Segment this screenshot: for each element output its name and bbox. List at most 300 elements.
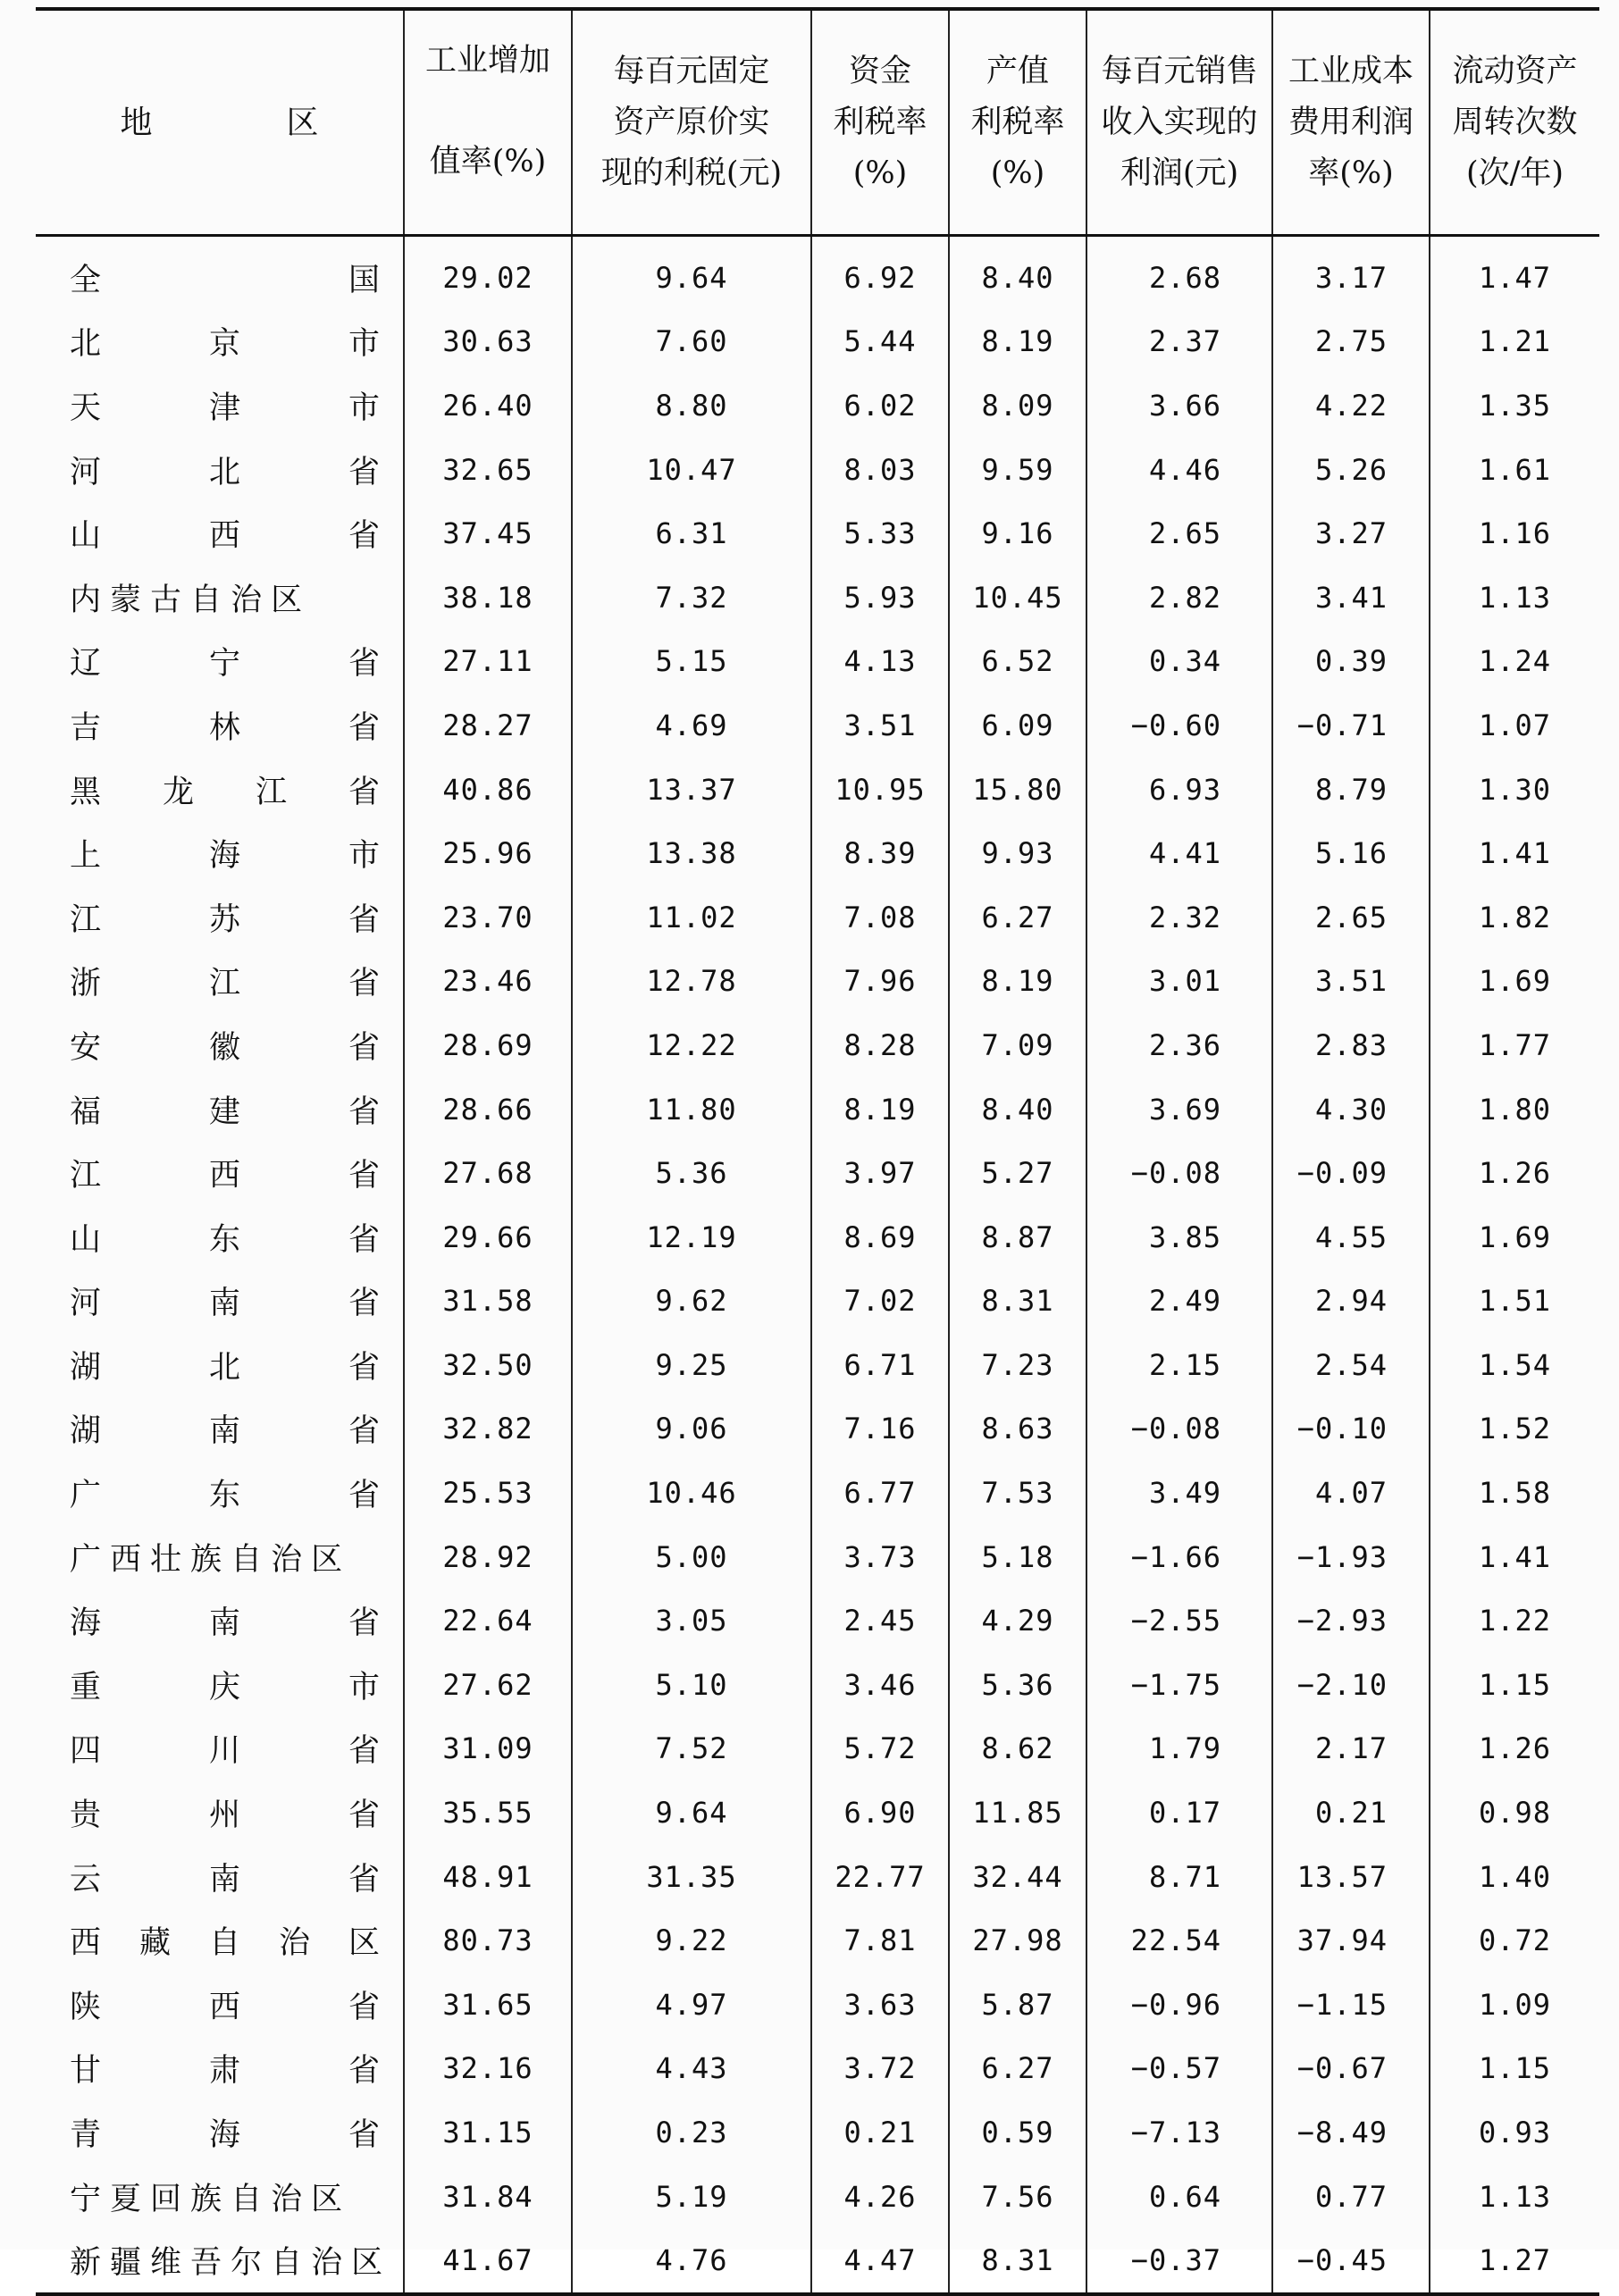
region-name: 云 南 省: [70, 1861, 380, 1898]
table-row: [36, 501, 1599, 566]
value-cell: 4.30: [1272, 1077, 1430, 1142]
value-cell: 8.79: [1272, 758, 1430, 822]
region-name: 河 北 省: [70, 454, 380, 490]
region-name: 江 西 省: [70, 1158, 380, 1194]
table-row: [36, 566, 1599, 630]
value-cell: 4.69: [572, 693, 811, 758]
value-cell: 10.47: [572, 438, 811, 502]
region-name: 重 庆 市: [70, 1669, 380, 1705]
value-cell: 11.02: [572, 885, 811, 950]
value-cell: 31.35: [572, 1845, 811, 1909]
value-cell: 4.22: [1272, 373, 1430, 438]
region-cell: [36, 1461, 404, 1525]
region-name: 天 津 市: [70, 390, 380, 426]
value-cell: 1.69: [1430, 950, 1599, 1014]
region-name: 黑 龙 江 省: [70, 774, 380, 810]
column-header-line: 产值: [986, 53, 1049, 89]
value-cell: 0.17: [1086, 1781, 1272, 1845]
value-cell: −0.71: [1272, 693, 1430, 758]
value-cell: 3.41: [1272, 566, 1430, 630]
table-row: [36, 1270, 1599, 1334]
value-cell: 2.54: [1272, 1333, 1430, 1397]
value-cell: 40.86: [404, 758, 572, 822]
value-cell: 9.93: [949, 821, 1086, 885]
value-cell: 5.16: [1272, 821, 1430, 885]
value-cell: 7.81: [811, 1908, 949, 1973]
column-header-line: 每百元固定: [613, 53, 770, 89]
table-row: [36, 1717, 1599, 1781]
value-cell: 28.92: [404, 1525, 572, 1589]
value-cell: 6.31: [572, 501, 811, 566]
value-cell: 32.65: [404, 438, 572, 502]
value-cell: 0.34: [1086, 630, 1272, 694]
table-row: [36, 2228, 1599, 2294]
value-cell: −0.57: [1086, 2037, 1272, 2101]
value-cell: 8.31: [949, 2228, 1086, 2294]
column-header-line: 利税率: [833, 104, 927, 140]
column-header-4: [949, 9, 1086, 236]
value-cell: 8.19: [949, 950, 1086, 1014]
value-cell: 1.80: [1430, 1077, 1599, 1142]
value-cell: 2.45: [811, 1588, 949, 1653]
value-cell: 3.66: [1086, 373, 1272, 438]
value-cell: 2.68: [1086, 236, 1272, 310]
value-cell: 22.77: [811, 1845, 949, 1909]
region-cell: [36, 1397, 404, 1462]
value-cell: 4.97: [572, 1973, 811, 2037]
column-header-line: 周转次数: [1452, 104, 1578, 140]
region-cell: [36, 501, 404, 566]
region-cell: [36, 630, 404, 694]
value-cell: 12.78: [572, 950, 811, 1014]
region-cell: [36, 1077, 404, 1142]
region-name: 新 疆 维 吾 尔 自 治 区: [70, 2245, 392, 2282]
table-row: [36, 310, 1599, 374]
value-cell: 5.10: [572, 1653, 811, 1717]
column-header-line: 率(%): [1308, 155, 1394, 191]
value-cell: 7.02: [811, 1270, 949, 1334]
value-cell: 8.71: [1086, 1845, 1272, 1909]
region-cell: [36, 236, 404, 310]
region-cell: [36, 950, 404, 1014]
region-name: 浙 江 省: [70, 966, 380, 1002]
value-cell: 22.54: [1086, 1908, 1272, 1973]
value-cell: 1.54: [1430, 1333, 1599, 1397]
table-row: [36, 758, 1599, 822]
value-cell: 31.58: [404, 1270, 572, 1334]
value-cell: 1.41: [1430, 821, 1599, 885]
value-cell: −8.49: [1272, 2100, 1430, 2165]
table-row: [36, 1653, 1599, 1717]
table-row: [36, 1333, 1599, 1397]
column-header-line: (%): [852, 155, 908, 191]
value-cell: 3.51: [811, 693, 949, 758]
value-cell: −2.93: [1272, 1588, 1430, 1653]
value-cell: 30.63: [404, 310, 572, 374]
value-cell: 0.64: [1086, 2165, 1272, 2229]
table-row: [36, 630, 1599, 694]
value-cell: 1.21: [1430, 310, 1599, 374]
value-cell: 41.67: [404, 2228, 572, 2294]
region-name: 上 海 市: [70, 838, 380, 875]
value-cell: 5.27: [949, 1141, 1086, 1205]
region-name: 宁 夏 回 族 自 治 区: [70, 2181, 352, 2217]
value-cell: 35.55: [404, 1781, 572, 1845]
value-cell: 3.63: [811, 1973, 949, 2037]
value-cell: 1.58: [1430, 1461, 1599, 1525]
value-cell: −0.10: [1272, 1397, 1430, 1462]
value-cell: 31.65: [404, 1973, 572, 2037]
value-cell: 4.46: [1086, 438, 1272, 502]
value-cell: 1.13: [1430, 2165, 1599, 2229]
value-cell: −1.15: [1272, 1973, 1430, 2037]
value-cell: 38.18: [404, 566, 572, 630]
value-cell: 7.60: [572, 310, 811, 374]
column-header-7: [1430, 9, 1599, 236]
value-cell: 6.02: [811, 373, 949, 438]
value-cell: 22.64: [404, 1588, 572, 1653]
value-cell: 7.96: [811, 950, 949, 1014]
value-cell: 6.93: [1086, 758, 1272, 822]
value-cell: 1.15: [1430, 2037, 1599, 2101]
value-cell: 3.72: [811, 2037, 949, 2101]
value-cell: 1.26: [1430, 1717, 1599, 1781]
region-cell: [36, 2165, 404, 2229]
value-cell: 8.80: [572, 373, 811, 438]
value-cell: 23.46: [404, 950, 572, 1014]
region-name: 北 京 市: [70, 326, 380, 363]
region-header-char: 地: [120, 104, 153, 141]
table-row: [36, 1973, 1599, 2037]
value-cell: 12.22: [572, 1013, 811, 1077]
value-cell: 7.09: [949, 1013, 1086, 1077]
value-cell: 27.68: [404, 1141, 572, 1205]
value-cell: 0.21: [811, 2100, 949, 2165]
value-cell: 5.93: [811, 566, 949, 630]
value-cell: 37.94: [1272, 1908, 1430, 1973]
value-cell: 10.95: [811, 758, 949, 822]
table-row: [36, 2165, 1599, 2229]
value-cell: 9.62: [572, 1270, 811, 1334]
value-cell: 6.71: [811, 1333, 949, 1397]
table-row: [36, 1525, 1599, 1589]
value-cell: 0.93: [1430, 2100, 1599, 2165]
value-cell: 5.15: [572, 630, 811, 694]
value-cell: 27.98: [949, 1908, 1086, 1973]
column-header-line: 资产原价实: [613, 104, 770, 140]
table-row: [36, 236, 1599, 310]
table-header: [36, 9, 1599, 236]
value-cell: 3.17: [1272, 236, 1430, 310]
region-name: 青 海 省: [70, 2117, 380, 2154]
region-name: 福 建 省: [70, 1094, 380, 1130]
value-cell: 3.46: [811, 1653, 949, 1717]
region-cell: [36, 1270, 404, 1334]
table-row: [36, 693, 1599, 758]
value-cell: 1.77: [1430, 1013, 1599, 1077]
value-cell: 2.17: [1272, 1717, 1430, 1781]
value-cell: 6.52: [949, 630, 1086, 694]
value-cell: 9.22: [572, 1908, 811, 1973]
table-row: [36, 1141, 1599, 1205]
value-cell: 2.65: [1086, 501, 1272, 566]
value-cell: 3.73: [811, 1525, 949, 1589]
value-cell: 6.09: [949, 693, 1086, 758]
value-cell: 32.50: [404, 1333, 572, 1397]
region-name: 湖 南 省: [70, 1413, 380, 1450]
value-cell: 12.19: [572, 1205, 811, 1270]
table-row: [36, 2037, 1599, 2101]
column-header-6: [1272, 9, 1430, 236]
column-header-line: 工业增加: [424, 43, 550, 79]
value-cell: 1.26: [1430, 1141, 1599, 1205]
table-row: [36, 1588, 1599, 1653]
value-cell: −1.75: [1086, 1653, 1272, 1717]
value-cell: −0.45: [1272, 2228, 1430, 2294]
region-cell: [36, 1333, 404, 1397]
value-cell: 8.31: [949, 1270, 1086, 1334]
value-cell: 27.62: [404, 1653, 572, 1717]
region-cell: [36, 821, 404, 885]
value-cell: 1.51: [1430, 1270, 1599, 1334]
region-name: 四 川 省: [70, 1733, 380, 1770]
value-cell: 1.22: [1430, 1588, 1599, 1653]
table-body: [36, 236, 1599, 2295]
value-cell: 11.80: [572, 1077, 811, 1142]
region-cell: [36, 2100, 404, 2165]
column-header-line: 资金: [848, 53, 911, 89]
value-cell: −7.13: [1086, 2100, 1272, 2165]
value-cell: 25.96: [404, 821, 572, 885]
value-cell: 1.79: [1086, 1717, 1272, 1781]
region-name: 安 徽 省: [70, 1029, 380, 1066]
table-row: [36, 950, 1599, 1014]
column-header-2: [572, 9, 811, 236]
value-cell: −0.67: [1272, 2037, 1430, 2101]
column-header-line: 工业成本: [1288, 53, 1413, 89]
value-cell: 29.66: [404, 1205, 572, 1270]
value-cell: 8.40: [949, 236, 1086, 310]
value-cell: 4.41: [1086, 821, 1272, 885]
value-cell: 7.32: [572, 566, 811, 630]
region-name: 陕 西 省: [70, 1989, 380, 2025]
value-cell: 1.47: [1430, 236, 1599, 310]
table-row: [36, 1077, 1599, 1142]
value-cell: 6.27: [949, 885, 1086, 950]
table-row: [36, 1013, 1599, 1077]
region-cell: [36, 693, 404, 758]
value-cell: 7.56: [949, 2165, 1086, 2229]
value-cell: 27.11: [404, 630, 572, 694]
value-cell: 4.07: [1272, 1461, 1430, 1525]
value-cell: 9.06: [572, 1397, 811, 1462]
value-cell: 2.94: [1272, 1270, 1430, 1334]
region-name: 山 西 省: [70, 518, 380, 555]
table-row: [36, 2100, 1599, 2165]
table-row: [36, 1781, 1599, 1845]
value-cell: 3.85: [1086, 1205, 1272, 1270]
value-cell: 5.33: [811, 501, 949, 566]
value-cell: 1.30: [1430, 758, 1599, 822]
region-cell: [36, 1845, 404, 1909]
value-cell: 0.72: [1430, 1908, 1599, 1973]
value-cell: 1.15: [1430, 1653, 1599, 1717]
value-cell: 1.52: [1430, 1397, 1599, 1462]
region-cell: [36, 1781, 404, 1845]
value-cell: 4.55: [1272, 1205, 1430, 1270]
value-cell: 1.27: [1430, 2228, 1599, 2294]
value-cell: 6.77: [811, 1461, 949, 1525]
value-cell: 8.63: [949, 1397, 1086, 1462]
region-name: 湖 北 省: [70, 1349, 380, 1386]
value-cell: 9.25: [572, 1333, 811, 1397]
region-name: 山 东 省: [70, 1221, 380, 1258]
value-cell: 2.49: [1086, 1270, 1272, 1334]
table-row: [36, 885, 1599, 950]
value-cell: 6.90: [811, 1781, 949, 1845]
value-cell: 8.28: [811, 1013, 949, 1077]
value-cell: 2.65: [1272, 885, 1430, 950]
region-name: 全 国: [70, 262, 380, 298]
region-cell: [36, 1908, 404, 1973]
value-cell: 2.82: [1086, 566, 1272, 630]
value-cell: 5.19: [572, 2165, 811, 2229]
value-cell: 37.45: [404, 501, 572, 566]
region-cell: [36, 1588, 404, 1653]
table-row: [36, 1845, 1599, 1909]
column-header-3: [811, 9, 949, 236]
value-cell: 1.24: [1430, 630, 1599, 694]
value-cell: 1.13: [1430, 566, 1599, 630]
value-cell: 8.69: [811, 1205, 949, 1270]
region-name: 广 西 壮 族 自 治 区: [70, 1541, 352, 1578]
value-cell: 0.59: [949, 2100, 1086, 2165]
value-cell: 5.36: [572, 1141, 811, 1205]
value-cell: 1.41: [1430, 1525, 1599, 1589]
value-cell: −0.96: [1086, 1973, 1272, 2037]
region-name: 吉 林 省: [70, 709, 380, 746]
value-cell: 8.19: [949, 310, 1086, 374]
region-name: 辽 宁 省: [70, 646, 380, 683]
region-header-char: 区: [286, 104, 319, 141]
value-cell: 11.85: [949, 1781, 1086, 1845]
value-cell: 48.91: [404, 1845, 572, 1909]
value-cell: −0.08: [1086, 1397, 1272, 1462]
value-cell: 0.39: [1272, 630, 1430, 694]
table-row: [36, 438, 1599, 502]
value-cell: 5.26: [1272, 438, 1430, 502]
value-cell: 1.35: [1430, 373, 1599, 438]
value-cell: 13.57: [1272, 1845, 1430, 1909]
region-cell: [36, 438, 404, 502]
region-cell: [36, 373, 404, 438]
value-cell: 5.00: [572, 1525, 811, 1589]
value-cell: 32.44: [949, 1845, 1086, 1909]
region-cell: [36, 1525, 404, 1589]
value-cell: 5.72: [811, 1717, 949, 1781]
value-cell: 8.87: [949, 1205, 1086, 1270]
region-name: 西 藏 自 治 区: [70, 1925, 380, 1962]
value-cell: 9.64: [572, 236, 811, 310]
value-cell: 0.77: [1272, 2165, 1430, 2229]
region-name: 甘 肃 省: [70, 2053, 380, 2090]
column-header-region: [36, 9, 404, 236]
value-cell: 3.51: [1272, 950, 1430, 1014]
region-name: 内 蒙 古 自 治 区: [70, 582, 312, 618]
value-cell: 32.82: [404, 1397, 572, 1462]
region-cell: [36, 1653, 404, 1717]
value-cell: 3.27: [1272, 501, 1430, 566]
value-cell: 26.40: [404, 373, 572, 438]
value-cell: 31.15: [404, 2100, 572, 2165]
value-cell: 9.59: [949, 438, 1086, 502]
value-cell: 15.80: [949, 758, 1086, 822]
value-cell: 8.19: [811, 1077, 949, 1142]
value-cell: −1.66: [1086, 1525, 1272, 1589]
value-cell: 8.40: [949, 1077, 1086, 1142]
table-row: [36, 1908, 1599, 1973]
value-cell: 7.08: [811, 885, 949, 950]
value-cell: 28.66: [404, 1077, 572, 1142]
value-cell: 6.27: [949, 2037, 1086, 2101]
value-cell: 1.07: [1430, 693, 1599, 758]
value-cell: 4.43: [572, 2037, 811, 2101]
value-cell: 8.62: [949, 1717, 1086, 1781]
column-header-1: [404, 9, 572, 236]
value-cell: 9.16: [949, 501, 1086, 566]
value-cell: −2.55: [1086, 1588, 1272, 1653]
value-cell: 8.09: [949, 373, 1086, 438]
value-cell: 6.92: [811, 236, 949, 310]
value-cell: 9.64: [572, 1781, 811, 1845]
value-cell: 10.46: [572, 1461, 811, 1525]
column-header-5: [1086, 9, 1272, 236]
value-cell: 10.45: [949, 566, 1086, 630]
value-cell: 2.37: [1086, 310, 1272, 374]
value-cell: 8.39: [811, 821, 949, 885]
region-cell: [36, 885, 404, 950]
table-row: [36, 821, 1599, 885]
value-cell: 7.23: [949, 1333, 1086, 1397]
column-header-line: 每百元销售: [1101, 53, 1258, 89]
value-cell: 28.27: [404, 693, 572, 758]
value-cell: 32.16: [404, 2037, 572, 2101]
region-cell: [36, 758, 404, 822]
column-header-line: (%): [990, 155, 1045, 191]
value-cell: 1.61: [1430, 438, 1599, 502]
value-cell: 31.84: [404, 2165, 572, 2229]
value-cell: 13.38: [572, 821, 811, 885]
column-header-line: 流动资产: [1452, 53, 1578, 89]
region-cell: [36, 1141, 404, 1205]
column-header-line: (次/年): [1465, 155, 1564, 191]
value-cell: 5.36: [949, 1653, 1086, 1717]
value-cell: 25.53: [404, 1461, 572, 1525]
value-cell: 1.09: [1430, 1973, 1599, 2037]
value-cell: 28.69: [404, 1013, 572, 1077]
value-cell: 8.03: [811, 438, 949, 502]
value-cell: −0.09: [1272, 1141, 1430, 1205]
region-cell: [36, 1717, 404, 1781]
value-cell: 7.53: [949, 1461, 1086, 1525]
statistics-table: [36, 7, 1599, 2296]
value-cell: 13.37: [572, 758, 811, 822]
region-cell: [36, 566, 404, 630]
value-cell: 4.26: [811, 2165, 949, 2229]
region-cell: [36, 2037, 404, 2101]
value-cell: 7.16: [811, 1397, 949, 1462]
value-cell: 3.05: [572, 1588, 811, 1653]
